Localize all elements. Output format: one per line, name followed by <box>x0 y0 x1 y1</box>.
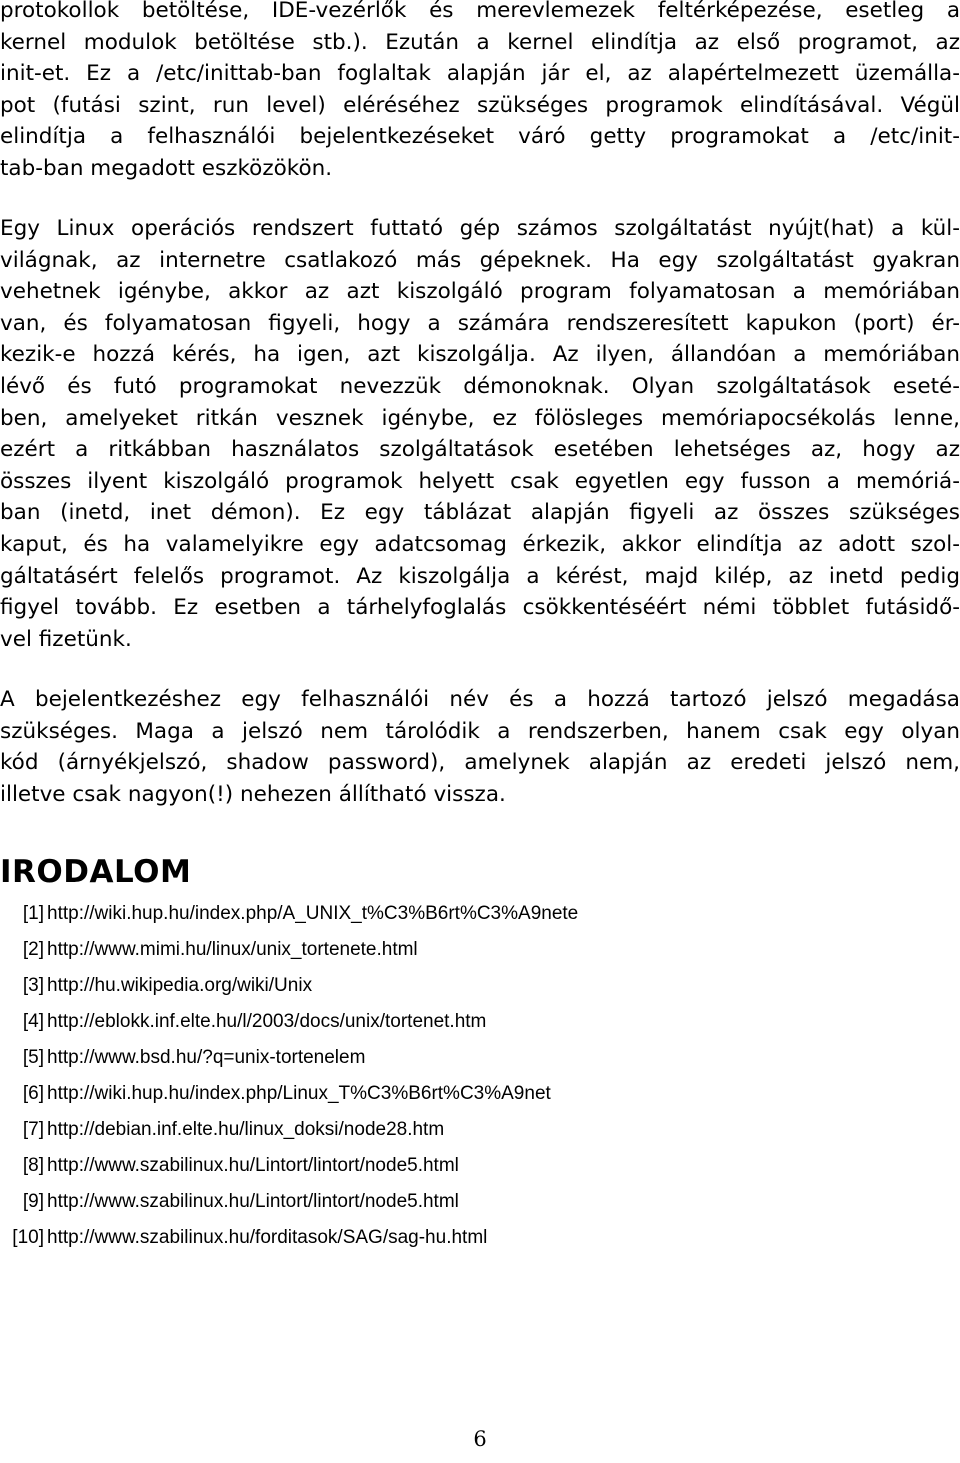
reference-number: [6] <box>22 1083 44 1104</box>
reference-number: [10] <box>12 1227 44 1248</box>
text-line: pot (futási szint, run level) eléréséhez szükséges programok elindításával. Végül <box>0 92 960 118</box>
text-line: vel fizetünk. <box>0 626 132 652</box>
reference-number: [7] <box>22 1119 44 1140</box>
text-line: van, és folyamatosan figyeli, hogy a számára rendszeresített kapukon (port) ér- <box>0 310 960 336</box>
paragraph-daemons <box>0 213 960 655</box>
references-list <box>0 896 960 1256</box>
text-line: init-et. Ez a /etc/inittab-ban foglaltak alapján jár el, az alapértelmezett üzemálla- <box>0 61 960 87</box>
reference-link[interactable]: http://www.bsd.hu/?q=unix-tortenelem <box>47 1047 366 1068</box>
text-line: kezik-e hozzá kérés, ha igen, azt kiszolgálja. Az ilyen, állandóan a memóriában <box>0 342 960 368</box>
reference-link[interactable]: http://eblokk.inf.elte.hu/l/2003/docs/unix/tortenet.htm <box>47 1011 487 1032</box>
reference-link[interactable]: http://wiki.hup.hu/index.php/A_UNIX_t%C3%B6rt%C3%A9nete <box>47 903 579 924</box>
text-line: illetve csak nagyon(!) nehezen állítható vissza. <box>0 781 506 807</box>
text-line: ban (inetd, inet démon). Ez egy táblázat alapján figyeli az összes szükséges <box>0 500 960 526</box>
reference-number: [2] <box>22 939 44 960</box>
reference-link[interactable]: http://www.mimi.hu/linux/unix_tortenete.html <box>47 939 418 960</box>
paragraph-login <box>0 684 960 810</box>
reference-link[interactable]: http://hu.wikipedia.org/wiki/Unix <box>47 975 313 996</box>
text-line: Egy Linux operációs rendszert futtató gép számos szolgáltatást nyújt(hat) a kül- <box>0 216 960 241</box>
text-line: kaput, és ha valamelyikre egy adatcsomag érkezik, akkor elindítja az adott szol- <box>0 531 960 557</box>
reference-link[interactable]: http://www.szabilinux.hu/Lintort/lintort/node5.html <box>47 1191 459 1212</box>
reference-number: [4] <box>22 1011 44 1032</box>
reference-number: [9] <box>22 1191 44 1212</box>
reference-item <box>0 1184 960 1220</box>
paragraph-boot-process <box>0 0 960 185</box>
reference-link[interactable]: http://www.szabilinux.hu/Lintort/lintort/node5.html <box>47 1155 459 1176</box>
text-line: gáltatásért felelős programot. Az kiszolgálja a kérést, majd kilép, az inetd pedig <box>0 563 960 589</box>
text-line: lévő és futó programokat nevezzük démonoknak. Olyan szolgáltatások eseté- <box>0 373 960 399</box>
reference-item <box>0 968 960 1004</box>
text-line: vehetnek igénybe, akkor az azt kiszolgáló program folyamatosan a memóriában <box>0 279 960 305</box>
text-line: figyel tovább. Ez esetben a tárhelyfoglalás csökkentéséért némi többlet futásidő- <box>0 595 960 621</box>
reference-item <box>0 896 960 932</box>
text-line: szükséges. Maga a jelszó nem tárolódik a rendszerben, hanem csak egy olyan <box>0 718 960 744</box>
text-line: világnak, az internetre csatlakozó más gépeknek. Ha egy szolgáltatást gyakran <box>0 247 960 273</box>
text-line: tab-ban megadott eszközökön. <box>0 155 333 181</box>
reference-item <box>0 1076 960 1112</box>
reference-item <box>0 1220 960 1256</box>
reference-number: [1] <box>22 903 44 924</box>
page-number: 6 <box>473 1427 487 1451</box>
text-line: ben, amelyeket ritkán vesznek igénybe, ez fölösleges memóriapocsékolás lenne, <box>0 405 960 431</box>
reference-number: [3] <box>22 975 44 996</box>
reference-number: [5] <box>22 1047 44 1068</box>
reference-item <box>0 932 960 968</box>
reference-item <box>0 1004 960 1040</box>
reference-link[interactable]: http://wiki.hup.hu/index.php/Linux_T%C3%B6rt%C3%A9net <box>47 1083 551 1104</box>
text-line: ezért a ritkábban használatos szolgáltatások esetében lehetséges az, hogy az <box>0 437 960 463</box>
text-line: kernel modulok betöltése stb.). Ezután a kernel elindítja az első programot, az <box>0 29 960 55</box>
reference-number: [8] <box>22 1155 44 1176</box>
references-heading: IRODALOM <box>0 854 192 890</box>
reference-item <box>0 1040 960 1076</box>
text-line: összes ilyent kiszolgáló programok helyett csak egyetlen egy fusson a memóriá- <box>0 468 960 494</box>
reference-item <box>0 1112 960 1148</box>
reference-link[interactable]: http://www.szabilinux.hu/forditasok/SAG/sag-hu.html <box>47 1227 488 1248</box>
reference-item <box>0 1148 960 1184</box>
text-line: elindítja a felhasználói bejelentkezéseket váró getty programokat a /etc/init- <box>0 124 960 150</box>
text-line: A bejelentkezéshez egy felhasználói név és a hozzá tartozó jelszó megadása <box>0 687 960 712</box>
text-line: protokollok betöltése, IDE-vezérlők és merevlemezek feltérképezése, esetleg a <box>0 0 960 23</box>
text-line: kód (árnyékjelszó, shadow password), amelynek alapján az eredeti jelszó nem, <box>0 750 960 776</box>
reference-link[interactable]: http://debian.inf.elte.hu/linux_doksi/node28.htm <box>47 1119 445 1140</box>
